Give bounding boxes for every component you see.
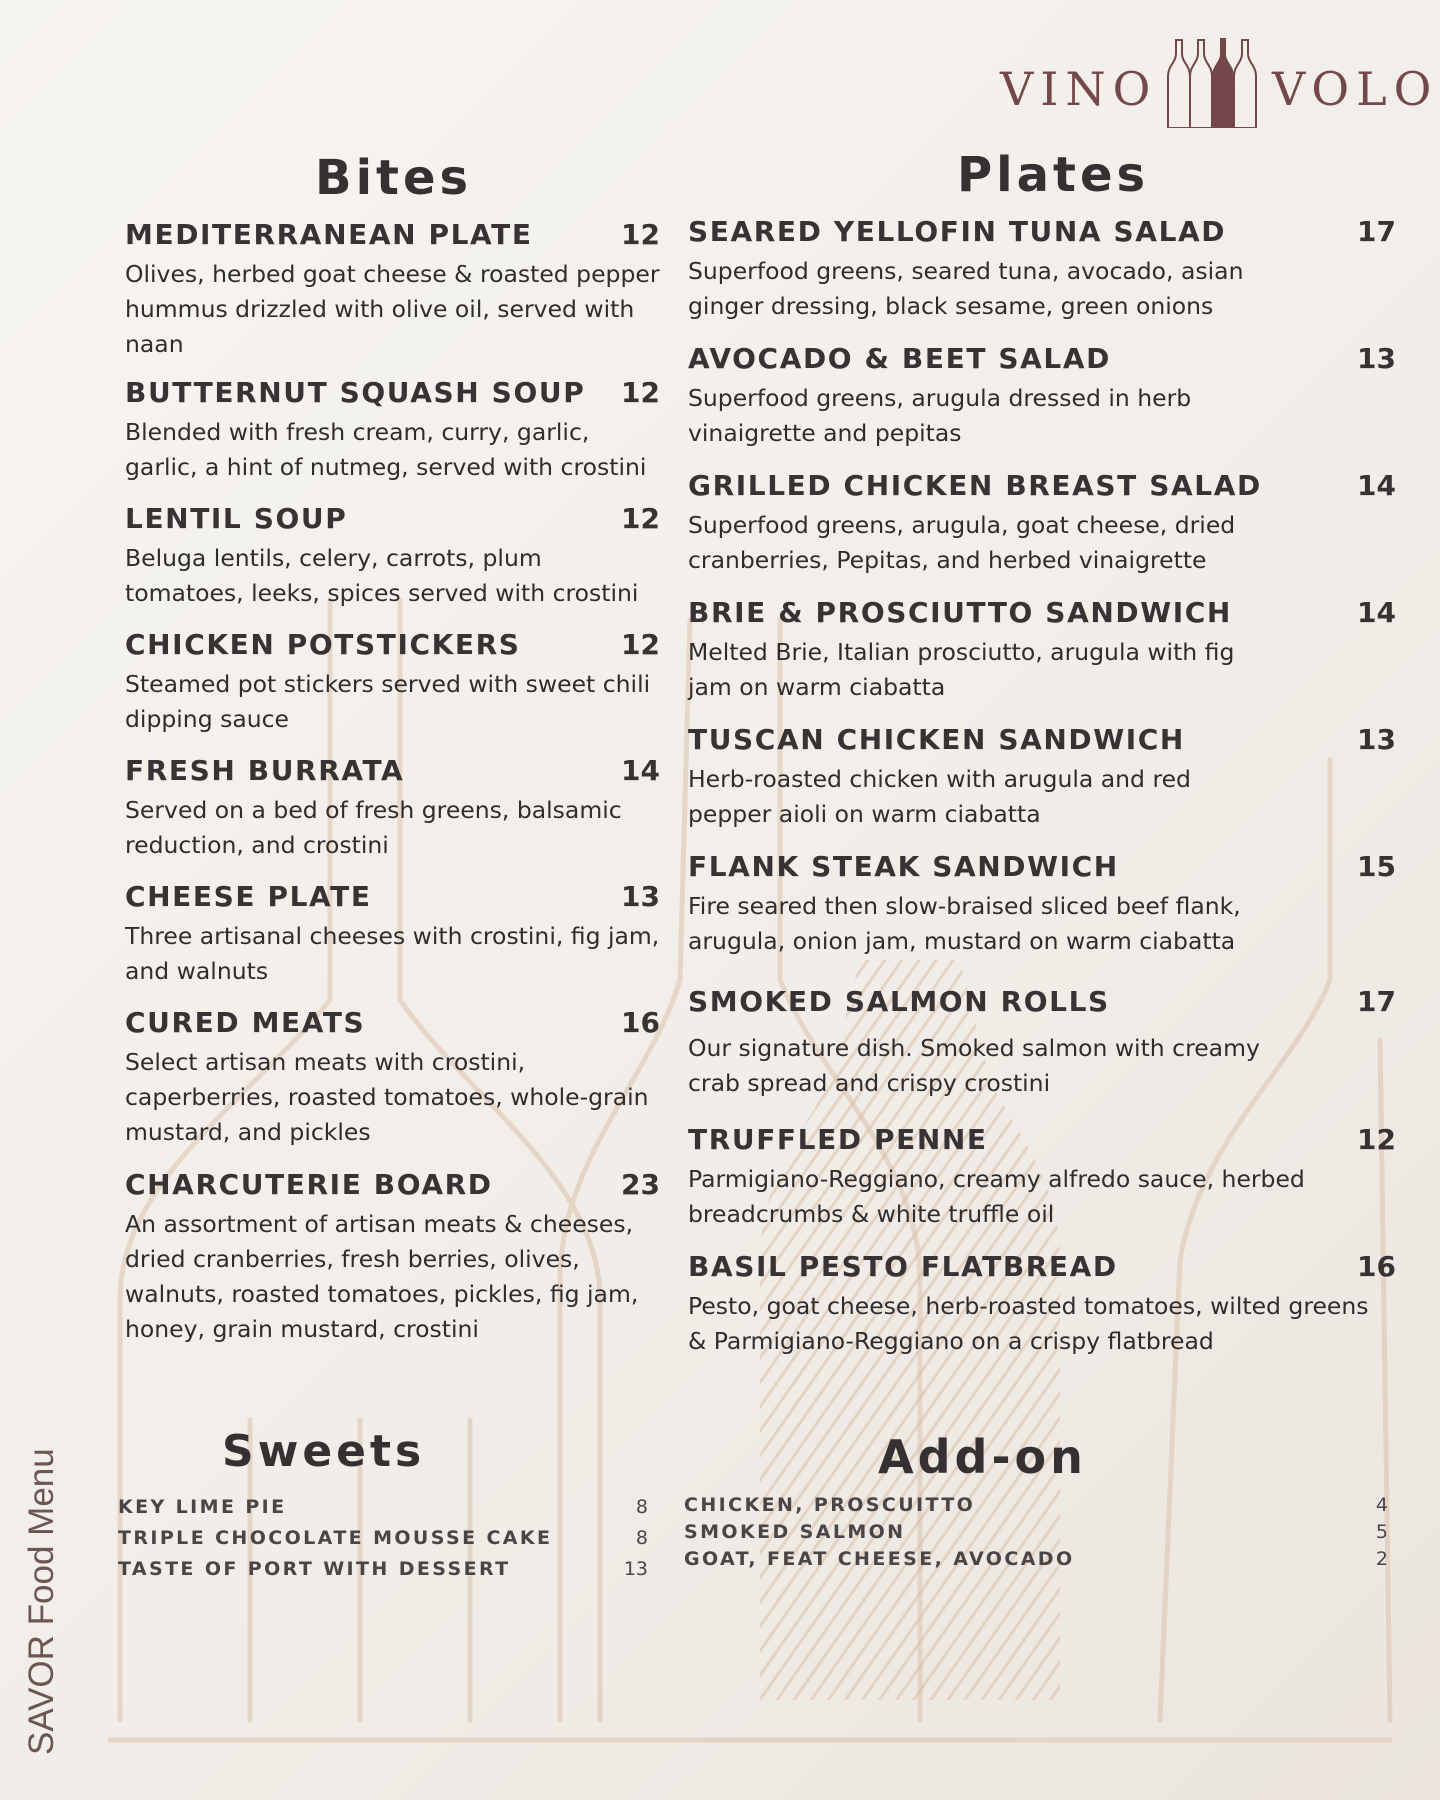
logo-word-left: VINO — [1000, 62, 1158, 116]
item-price: 13 — [621, 880, 660, 913]
item-description: Steamed pot stickers served with sweet chili dipping sauce — [125, 670, 651, 733]
item-price: 12 — [621, 502, 660, 535]
item-price: 13 — [1357, 723, 1396, 756]
item-name: CHARCUTERIE BOARD — [125, 1168, 493, 1201]
item-name: BUTTERNUT SQUASH SOUP — [125, 376, 586, 409]
item-name: CURED MEATS — [125, 1006, 366, 1039]
item-price: 2 — [1375, 1548, 1388, 1570]
item-name: SMOKED SALMON — [684, 1521, 906, 1543]
item-price: 4 — [1375, 1494, 1388, 1516]
item-name: CHEESE PLATE — [125, 880, 372, 913]
item-price: 14 — [621, 754, 660, 787]
item-price: 13 — [1357, 342, 1396, 375]
plates-heading: Plates — [957, 147, 1150, 203]
item-description: Parmigiano-Reggiano, creamy alfredo sauce, herbed breadcrumbs & white truffle oil — [688, 1165, 1305, 1228]
addon-heading: Add-on — [878, 1430, 1087, 1484]
item-name: CHICKEN, PROSCUITTO — [684, 1494, 976, 1516]
item-description: Superfood greens, arugula, goat cheese, dried cranberries, Pepitas, and herbed vinaigrette — [688, 511, 1236, 574]
item-name: TRUFFLED PENNE — [688, 1123, 988, 1156]
sweets-heading: Sweets — [222, 1426, 426, 1477]
item-name: FRESH BURRATA — [125, 754, 405, 787]
item-description: Beluga lentils, celery, carrots, plum tomatoes, leeks, spices served with crostini — [125, 544, 639, 607]
item-price: 13 — [623, 1558, 648, 1580]
list-item — [684, 1548, 1388, 1578]
bites-heading: Bites — [315, 150, 473, 206]
item-name: GRILLED CHICKEN BREAST SALAD — [688, 469, 1262, 502]
item-name: FLANK STEAK SANDWICH — [688, 850, 1119, 883]
item-description: Three artisanal cheeses with crostini, fig jam, and walnuts — [125, 922, 660, 985]
item-name: SMOKED SALMON ROLLS — [688, 985, 1110, 1018]
list-item — [684, 1494, 1388, 1524]
item-description: An assortment of artisan meats & cheeses, dried cranberries, fresh berries, olives, walnuts, roasted tomatoes, pickles, fig jam, honey, grain mustard, crostini — [125, 1210, 639, 1343]
item-description: Select artisan meats with crostini, caperberries, roasted tomatoes, whole-grain mustard, and pickles — [125, 1048, 649, 1146]
item-name: CHICKEN POTSTICKERS — [125, 628, 521, 661]
item-description: Superfood greens, seared tuna, avocado, asian ginger dressing, black sesame, green onions — [688, 257, 1244, 320]
item-price: 16 — [1357, 1250, 1396, 1283]
item-description: Melted Brie, Italian prosciutto, arugula with fig jam on warm ciabatta — [688, 638, 1235, 701]
item-price: 12 — [1357, 1123, 1396, 1156]
item-name: KEY LIME PIE — [118, 1496, 287, 1518]
item-price: 8 — [635, 1496, 648, 1518]
list-item — [118, 1527, 648, 1557]
item-description: Pesto, goat cheese, herb-roasted tomatoes, wilted greens & Parmigiano-Reggiano on a crispy flatbread — [688, 1292, 1369, 1355]
item-name: TASTE OF PORT WITH DESSERT — [118, 1558, 511, 1580]
logo-word-right: VOLO — [1272, 62, 1439, 116]
item-price: 17 — [1357, 215, 1396, 248]
item-price: 12 — [621, 218, 660, 251]
item-name: BASIL PESTO FLATBREAD — [688, 1250, 1118, 1283]
savor-side-label: SAVOR Food Menu — [22, 1448, 61, 1755]
item-price: 16 — [621, 1006, 660, 1039]
item-name: AVOCADO & BEET SALAD — [688, 342, 1111, 375]
item-price: 15 — [1357, 850, 1396, 883]
item-price: 14 — [1357, 469, 1396, 502]
item-description: Our signature dish. Smoked salmon with creamy crab spread and crispy crostini — [688, 1034, 1260, 1097]
item-price: 12 — [621, 628, 660, 661]
list-item — [118, 1496, 648, 1526]
vino-volo-logo — [1000, 36, 1439, 128]
item-description: Fire seared then slow-braised sliced beef flank, arugula, onion jam, mustard on warm ciabatta — [688, 892, 1241, 955]
item-price: 23 — [621, 1168, 660, 1201]
item-price: 14 — [1357, 596, 1396, 629]
item-description: Blended with fresh cream, curry, garlic, garlic, a hint of nutmeg, served with crostini — [125, 418, 647, 481]
item-name: MEDITERRANEAN PLATE — [125, 218, 533, 251]
item-name: TRIPLE CHOCOLATE MOUSSE CAKE — [118, 1527, 553, 1549]
item-description: Superfood greens, arugula dressed in herb vinaigrette and pepitas — [688, 384, 1192, 447]
item-price: 17 — [1357, 985, 1396, 1018]
bottles-icon — [1162, 36, 1267, 128]
item-price: 8 — [635, 1527, 648, 1549]
list-item — [684, 1521, 1388, 1551]
item-description: Served on a bed of fresh greens, balsamic reduction, and crostini — [125, 796, 622, 859]
item-name: SEARED YELLOFIN TUNA SALAD — [688, 215, 1227, 248]
item-price: 5 — [1375, 1521, 1388, 1543]
item-description: Herb-roasted chicken with arugula and red pepper aioli on warm ciabatta — [688, 765, 1191, 828]
item-name: GOAT, FEAT CHEESE, AVOCADO — [684, 1548, 1075, 1570]
item-name: LENTIL SOUP — [125, 502, 348, 535]
item-description: Olives, herbed goat cheese & roasted pepper hummus drizzled with olive oil, served with naan — [125, 260, 660, 358]
item-price: 12 — [621, 376, 660, 409]
list-item — [118, 1558, 648, 1588]
item-name: BRIE & PROSCIUTTO SANDWICH — [688, 596, 1232, 629]
item-name: TUSCAN CHICKEN SANDWICH — [688, 723, 1185, 756]
